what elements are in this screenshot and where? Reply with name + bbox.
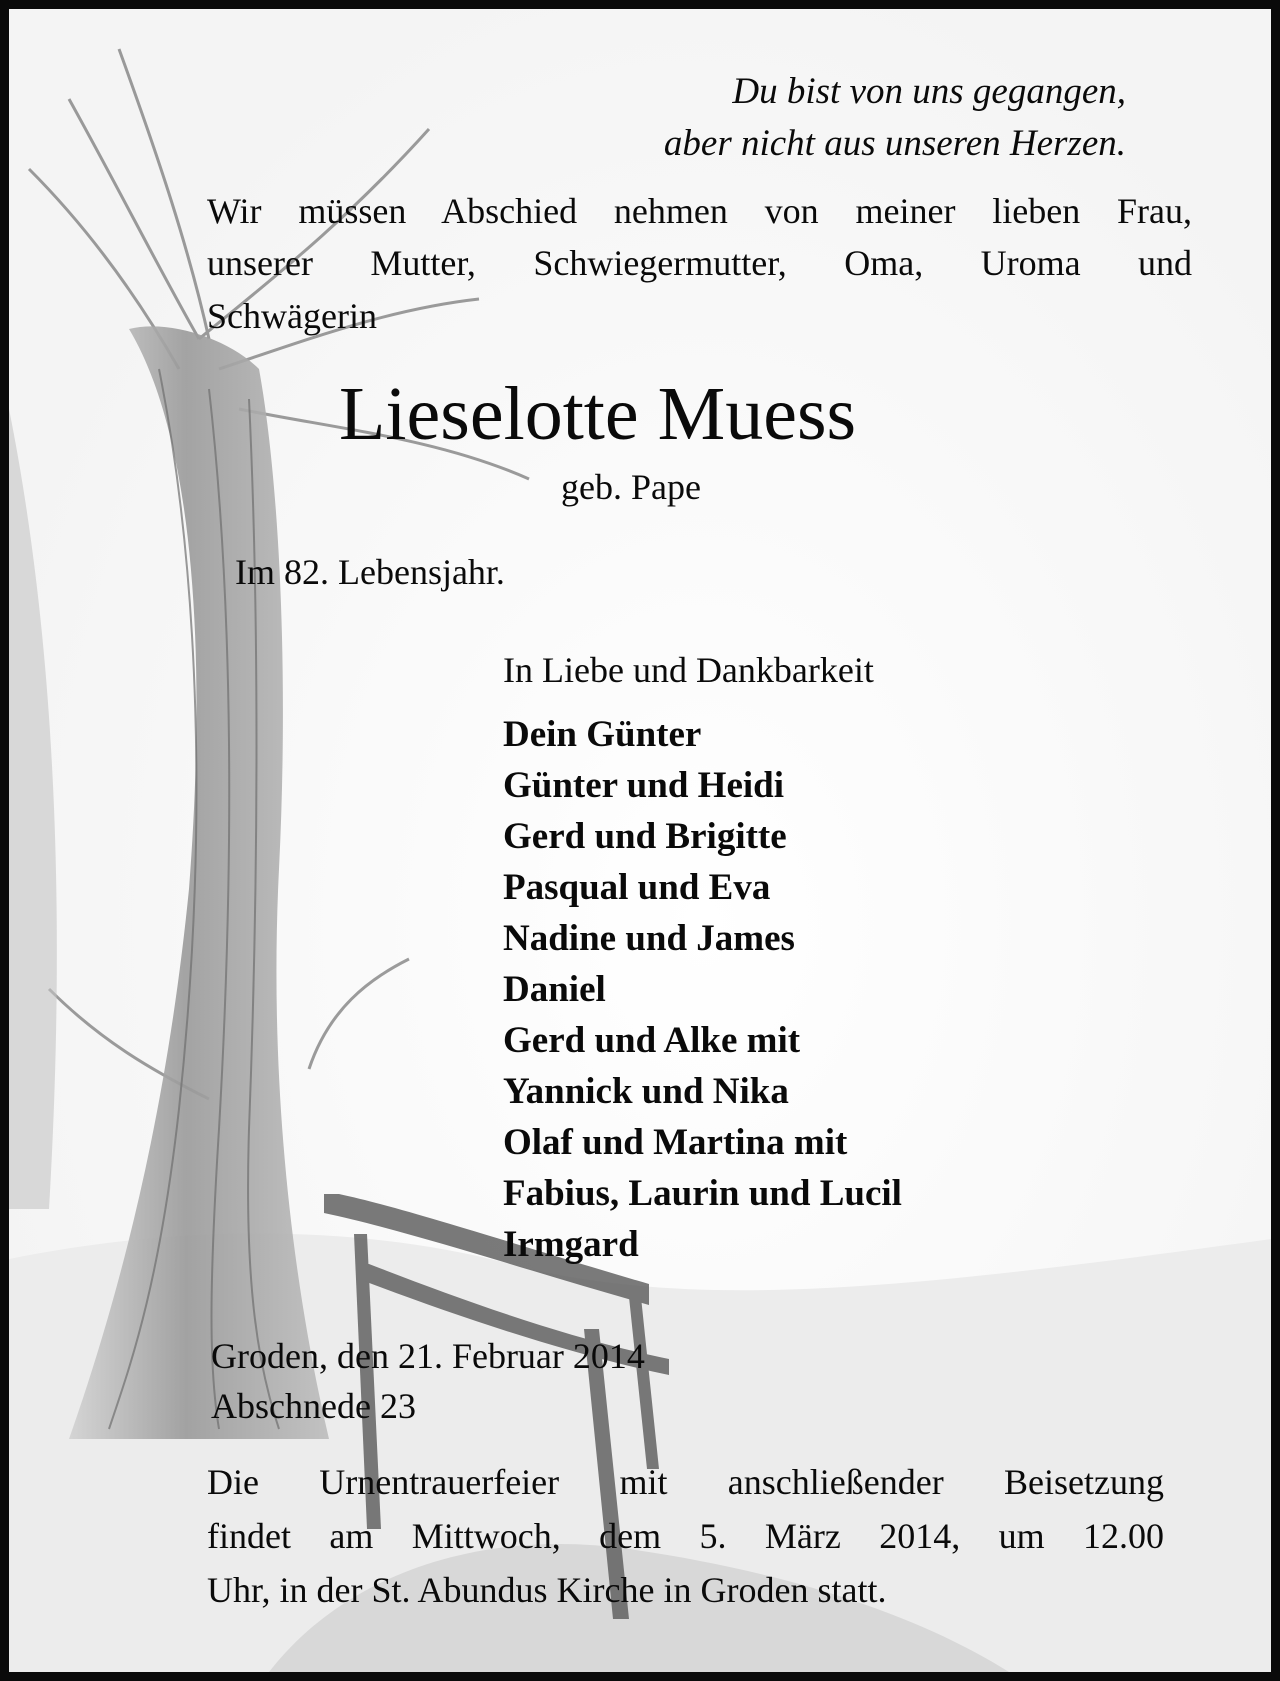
mourner-name: Dein Günter bbox=[503, 714, 702, 755]
motto-line-2: aber nicht aus unseren Herzen. bbox=[663, 123, 1126, 164]
mourner-name: Irmgard bbox=[503, 1224, 639, 1265]
mourner-name: Pasqual und Eva bbox=[503, 867, 771, 908]
funeral-line-3: Uhr, in der St. Abundus Kirche in Groden statt. bbox=[207, 1570, 887, 1610]
motto-line-1: Du bist von uns gegangen, bbox=[732, 71, 1126, 112]
deceased-name: Lieselotte Muess bbox=[339, 372, 857, 456]
intro-line-1: Wir müssen Abschied nehmen von meiner lieben Frau, bbox=[207, 191, 1192, 231]
mourner-name: Fabius, Laurin und Lucil bbox=[503, 1173, 902, 1214]
maiden-name: geb. Pape bbox=[561, 467, 701, 507]
address: Abschnede 23 bbox=[211, 1386, 416, 1426]
mourner-name: Gerd und Brigitte bbox=[503, 816, 787, 857]
intro-line-3: Schwägerin bbox=[207, 296, 377, 336]
funeral-line-2: findet am Mittwoch, dem 5. März 2014, um 12.00 bbox=[207, 1516, 1164, 1556]
mourners-list bbox=[503, 709, 902, 1270]
mourner-name: Daniel bbox=[503, 969, 606, 1010]
mourner-name: Gerd und Alke mit bbox=[503, 1020, 801, 1061]
mourner-name: Yannick und Nika bbox=[503, 1071, 789, 1112]
mourner-name: Günter und Heidi bbox=[503, 765, 785, 806]
age-statement: Im 82. Lebensjahr. bbox=[235, 552, 505, 592]
intro-line-2: unserer Mutter, Schwiegermutter, Oma, Uroma und bbox=[207, 243, 1192, 283]
mourner-name: Nadine und James bbox=[503, 918, 795, 959]
place-and-date: Groden, den 21. Februar 2014 bbox=[211, 1336, 645, 1376]
mourner-name: Olaf und Martina mit bbox=[503, 1122, 848, 1163]
mourners-heading: In Liebe und Dankbarkeit bbox=[503, 650, 874, 690]
funeral-line-1: Die Urnentrauerfeier mit anschließender Beisetzung bbox=[207, 1462, 1164, 1502]
